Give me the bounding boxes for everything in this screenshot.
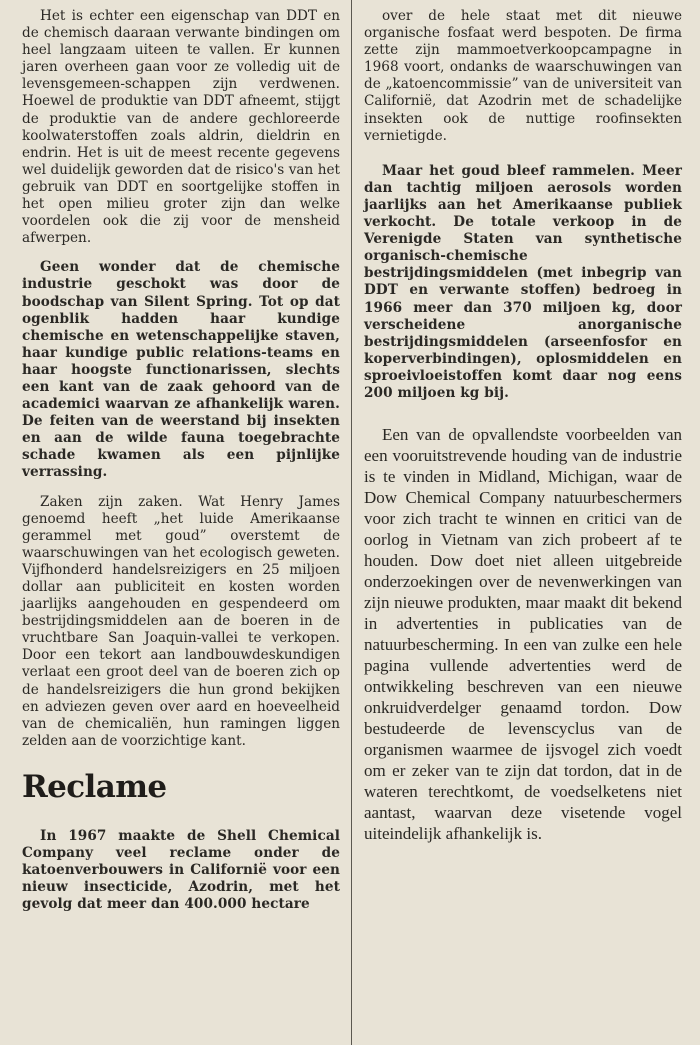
- right-paragraph-2: Maar het goud bleef rammelen. Meer dan tachtig miljoen aerosols worden jaarlijks aan het Amerikaanse publiek verkocht. De totale verkoop in de Verenigde Staten van synthetische organisch-chemische bestrijdingsmiddelen (met inbegrip van DDT en verwante stoffen) bedroeg in 1966 meer dan 370 miljoen kg, door verscheidene anorganische bestrijdingsmiddelen (arseenfosfor en koperverbindingen), oplosmiddelen en sproeivloeistoffen komt daar nog eens 200 miljoen kg bij.: [364, 162, 682, 401]
- section-heading: Reclame: [22, 768, 167, 805]
- left-column: [22, 8, 340, 1039]
- column-divider: [351, 0, 352, 1045]
- left-paragraph-2: Geen wonder dat de chemische industrie geschokt was door de boodschap van Silent Spring. Tot op dat ogenblik hadden haar kundige chemische en wetenschappelijke staven, haar kundige public relations-teams en haar hoogste functionarissen, slechts een kant van de zaak gehoord van de academici waarvan ze afhankelijk waren. De feiten van de weerstand bij insekten en aan de wilde fauna toegebrachte schade kwamen als een pijnlijke verrassing.: [22, 259, 340, 481]
- left-paragraph-1: Het is echter een eigenschap van DDT en de chemisch daaraan verwante bindingen om heel langzaam uiteen te vallen. Er kunnen jaren overheen gaan voor ze volledig uit de levensgemeen-schappen zijn verdwenen. Hoewel de produktie van DDT afneemt, stijgt de produktie van de andere gechloreerde koolwaterstoffen zoals aldrin, dieldrin en endrin. Het is uit de meest recente gegevens wel duidelijk geworden dat de risico's van het gebruik van DDT en soortgelijke stoffen in het open milieu groter zijn dan welke voordelen ook die zij voor de mensheid afwerpen.: [22, 8, 340, 247]
- left-paragraph-4: In 1967 maakte de Shell Chemical Company veel reclame onder de katoenverbouwers in Californië voor een nieuw insecticide, Azodrin, met het gevolg dat meer dan 400.000 hectare: [22, 827, 340, 913]
- right-paragraph-3: Een van de opvallendste voorbeelden van een vooruitstrevende houding van de industrie is te vinden in Midland, Michigan, waar de Dow Chemical Company natuurbeschermers voor zich tracht te winnen en critici van de oorlog in Vietnam van zich probeert af te houden. Dow doet niet alleen uitgebreide onderzoekingen over de nevenwerkingen van zijn nieuwe produkten, maar maakt dit bekend in advertenties in publicaties van de natuurbescherming. In een van zulke een hele pagina vullende advertenties werd de ontwikkeling beschreven van een nieuwe onkruidverdelger genaamd tordon. Dow bestudeerde de levenscyclus van de organismen waarmee de ijsvogel zich voedt om er zeker van te zijn dat tordon, dat in de wateren terechtkomt, de voedselketens niet aantast, waarvan deze visetende vogel uiteindelijk afhankelijk is.: [364, 425, 682, 844]
- right-column: [364, 8, 682, 1039]
- right-paragraph-1: over de hele staat met dit nieuwe organische fosfaat werd bespoten. De firma zette zijn mammoetverkoopcampagne in 1968 voort, ondanks de waarschuwingen van de „katoencommissie” van de universiteit van Californië, dat Azodrin met de schadelijke insekten ook de nuttige roofinsekten vernietigde.: [364, 8, 682, 144]
- left-paragraph-3: Zaken zijn zaken. Wat Henry James genoemd heeft „het luide Amerikaanse gerammel met goud” overstemt de waarschuwingen van het ecologisch geweten. Vijfhonderd handelsreizigers en 25 miljoen dollar aan publiciteit en kosten worden jaarlijks aangehouden en gespendeerd om bestrijdingsmiddelen aan de boeren in de vruchtbare San Joaquin-vallei te verkopen. Door een tekort aan landbouwdeskundigen verlaat een groot deel van de boeren zich op de handelsreizigers die hun grond bekijken en adviezen geven over aard en hoeveelheid van de chemicaliën, hun ramingen liggen zelden aan de voorzichtige kant.: [22, 493, 340, 749]
